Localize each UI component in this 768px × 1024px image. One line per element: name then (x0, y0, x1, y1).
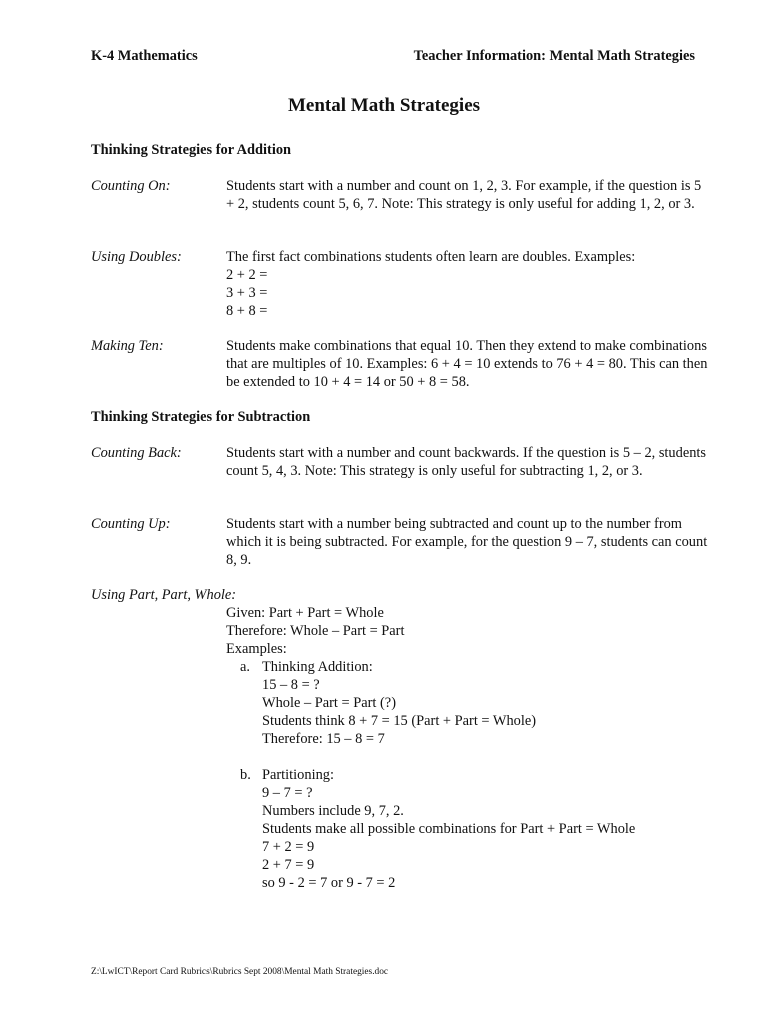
part-part-whole-intro (226, 604, 708, 658)
example-b (262, 766, 635, 892)
example-b-line: Numbers include 9, 7, 2. (262, 803, 404, 819)
example-a-line: Therefore: 15 – 8 = 7 (262, 731, 385, 747)
example-a-title: Thinking Addition: (262, 659, 373, 675)
example-b-line: 7 + 2 = 9 (262, 839, 315, 855)
ppw-given: Given: Part + Part = Whole (226, 605, 384, 621)
doubles-example: 8 + 8 = (226, 303, 268, 319)
making-ten-label: Making Ten: (91, 338, 164, 354)
using-doubles-label: Using Doubles: (91, 249, 182, 265)
header-left: K-4 Mathematics (91, 48, 198, 64)
using-doubles-text (226, 248, 708, 320)
ppw-examples: Examples: (226, 641, 287, 657)
example-a-line: Whole – Part = Part (?) (262, 695, 396, 711)
example-b-marker: b. (240, 767, 251, 783)
example-b-line: Students make all possible combinations for Part + Part = Whole (262, 821, 636, 837)
subtraction-heading: Thinking Strategies for Subtraction (91, 409, 311, 425)
example-b-title: Partitioning: (262, 767, 334, 783)
counting-on-text: Students start with a number and count on 1, 2, 3. For example, if the question is 5 + 2, students count 5, 6, 7. Note: This strategy is only useful for adding 1, 2, or 3. (226, 178, 702, 212)
example-b-line: 9 – 7 = ? (262, 785, 313, 801)
example-a-marker: a. (240, 659, 250, 675)
example-a-line: Students think 8 + 7 = 15 (Part + Part = Whole) (262, 713, 537, 729)
counting-on-label: Counting On: (91, 178, 171, 194)
header-right: Teacher Information: Mental Math Strategies (413, 48, 695, 64)
footer-file-path: Z:\LwICT\Report Card Rubrics\Rubrics Sept 2008\Mental Math Strategies.doc (91, 967, 389, 977)
page-title: Mental Math Strategies (287, 95, 481, 116)
ppw-therefore: Therefore: Whole – Part = Part (226, 623, 405, 639)
making-ten-text: Students make combinations that equal 10. Then they extend to make combinations that are multiples of 10. Examples: 6 + 4 = 10 extends to 76 + 4 = 80. This can then be extended to 10 + 4 = 14 or 50 + 8 = 58. (226, 338, 708, 390)
counting-up-label: Counting Up: (91, 516, 171, 532)
doubles-example: 3 + 3 = (226, 285, 268, 301)
doubles-example: 2 + 2 = (226, 267, 268, 283)
counting-back-text: Students start with a number and count backwards. If the question is 5 – 2, students count 5, 4, 3. Note: This strategy is only useful for subtracting 1, 2, or 3. (226, 445, 707, 479)
doubles-intro: The first fact combinations students often learn are doubles. Examples: (226, 249, 636, 265)
counting-back-label: Counting Back: (91, 445, 182, 461)
counting-up-text: Students start with a number being subtracted and count up to the number from which it is being subtracted. For example, for the question 9 – 7, students can count 8, 9. (226, 516, 708, 568)
example-b-line: 2 + 7 = 9 (262, 857, 315, 873)
part-part-whole-label: Using Part, Part, Whole: (91, 587, 237, 603)
example-a-line: 15 – 8 = ? (262, 677, 320, 693)
addition-heading: Thinking Strategies for Addition (91, 142, 292, 158)
example-b-line: so 9 - 2 = 7 or 9 - 7 = 2 (262, 875, 396, 891)
example-a (262, 658, 536, 748)
